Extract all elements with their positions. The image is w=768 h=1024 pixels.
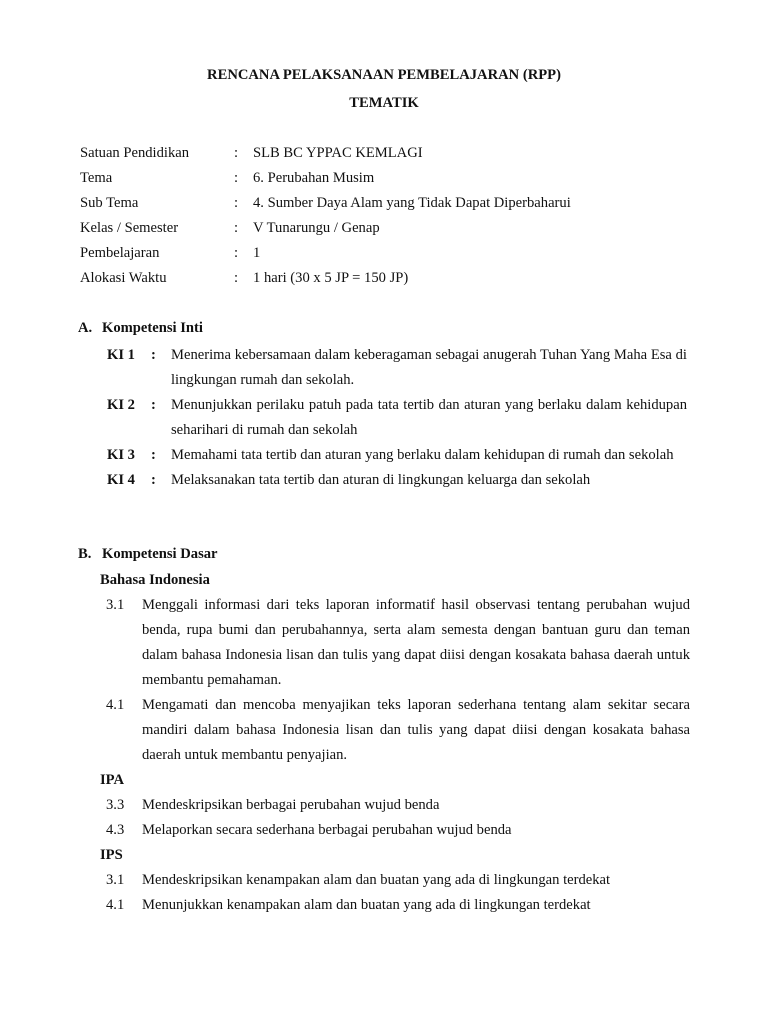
- identity-value: 4. Sumber Daya Alam yang Tidak Dapat Diperbaharui: [253, 195, 571, 211]
- subject-heading: IPA: [100, 772, 125, 788]
- ki-colon: :: [151, 397, 156, 413]
- kd-item: [100, 868, 690, 893]
- identity-label: Kelas / Semester: [80, 220, 179, 236]
- identity-label: Alokasi Waktu: [80, 270, 167, 286]
- section-a-heading: [78, 318, 203, 338]
- kd-text: Mengamati dan mencoba menyajikan teks laporan sederhana tentang alam sekitar secara mandiri dalam bahasa Indonesia lisan dan tulis yang dapat diisi dengan kosakata bahasa daerah untuk membantu penyajian.: [142, 697, 690, 763]
- identity-colon: :: [234, 220, 239, 236]
- identity-value: SLB BC YPPAC KEMLAGI: [253, 145, 423, 161]
- kompetensi-dasar-list: [100, 568, 690, 918]
- identity-value: V Tunarungu / Genap: [253, 220, 380, 236]
- identity-colon: :: [234, 195, 239, 211]
- section-title: Kompetensi Inti: [102, 320, 203, 336]
- identity-label: Tema: [80, 170, 113, 186]
- identity-value: 1: [253, 245, 261, 261]
- kd-number: 4.3: [106, 822, 125, 838]
- identity-label: Satuan Pendidikan: [80, 145, 190, 161]
- section-title: Kompetensi Dasar: [102, 546, 218, 562]
- ki-item: [107, 443, 687, 468]
- kd-item: [100, 593, 690, 693]
- kd-item: [100, 893, 690, 918]
- ki-code: KI 1: [107, 347, 135, 363]
- identity-colon: :: [234, 170, 239, 186]
- kd-text: Menunjukkan kenampakan alam dan buatan yang ada di lingkungan terdekat: [142, 897, 591, 913]
- kd-text: Mendeskripsikan berbagai perubahan wujud benda: [142, 797, 440, 813]
- identity-colon: :: [234, 145, 239, 161]
- document-title: RENCANA PELAKSANAAN PEMBELAJARAN (RPP): [207, 67, 561, 83]
- ki-text: Memahami tata tertib dan aturan yang berlaku dalam kehidupan di rumah dan sekolah: [171, 447, 674, 463]
- ki-item: [107, 393, 687, 443]
- kd-text: Menggali informasi dari teks laporan informatif hasil observasi tentang perubahan wujud benda, rupa bumi dan perubahannya, serta alam semesta dengan bantuan guru dan teman dalam bahasa Indonesia lisan dan tulis yang dapat diisi dengan kosakata bahasa daerah untuk membantu pemahaman.: [142, 597, 690, 688]
- kd-item: [100, 793, 690, 818]
- section-letter: B.: [78, 546, 92, 562]
- ki-text: Menunjukkan perilaku patuh pada tata tertib dan aturan yang berlaku dalam kehidupan seharihari di rumah dan sekolah: [171, 397, 687, 438]
- kd-text: Melaporkan secara sederhana berbagai perubahan wujud benda: [142, 822, 512, 838]
- ki-text: Melaksanakan tata tertib dan aturan di lingkungan keluarga dan sekolah: [171, 472, 591, 488]
- identity-colon: :: [234, 270, 239, 286]
- ki-colon: :: [151, 347, 156, 363]
- identity-label: Pembelajaran: [80, 245, 160, 261]
- kd-item: [100, 693, 690, 768]
- section-b-heading: [78, 544, 218, 564]
- ki-colon: :: [151, 472, 156, 488]
- identity-colon: :: [234, 245, 239, 261]
- ki-item: [107, 343, 687, 393]
- kd-item: [100, 818, 690, 843]
- ki-text: Menerima kebersamaan dalam keberagaman sebagai anugerah Tuhan Yang Maha Esa di lingkungan rumah dan sekolah.: [171, 347, 687, 388]
- section-letter: A.: [78, 320, 93, 336]
- ki-colon: :: [151, 447, 156, 463]
- subject-heading: Bahasa Indonesia: [100, 572, 210, 588]
- subject-heading: IPS: [100, 847, 123, 863]
- kd-number: 3.3: [106, 797, 125, 813]
- identity-value: 1 hari (30 x 5 JP = 150 JP): [253, 270, 409, 286]
- kompetensi-inti-list: [107, 343, 687, 493]
- identity-value: 6. Perubahan Musim: [253, 170, 375, 186]
- kd-number: 4.1: [106, 697, 125, 713]
- ki-code: KI 3: [107, 447, 135, 463]
- document-subtitle: TEMATIK: [349, 95, 419, 111]
- ki-code: KI 4: [107, 472, 135, 488]
- identity-label: Sub Tema: [80, 195, 139, 211]
- kd-number: 3.1: [106, 872, 125, 888]
- kd-number: 4.1: [106, 897, 125, 913]
- ki-code: KI 2: [107, 397, 135, 413]
- ki-item: [107, 468, 687, 493]
- kd-number: 3.1: [106, 597, 125, 613]
- kd-text: Mendeskripsikan kenampakan alam dan buatan yang ada di lingkungan terdekat: [142, 872, 611, 888]
